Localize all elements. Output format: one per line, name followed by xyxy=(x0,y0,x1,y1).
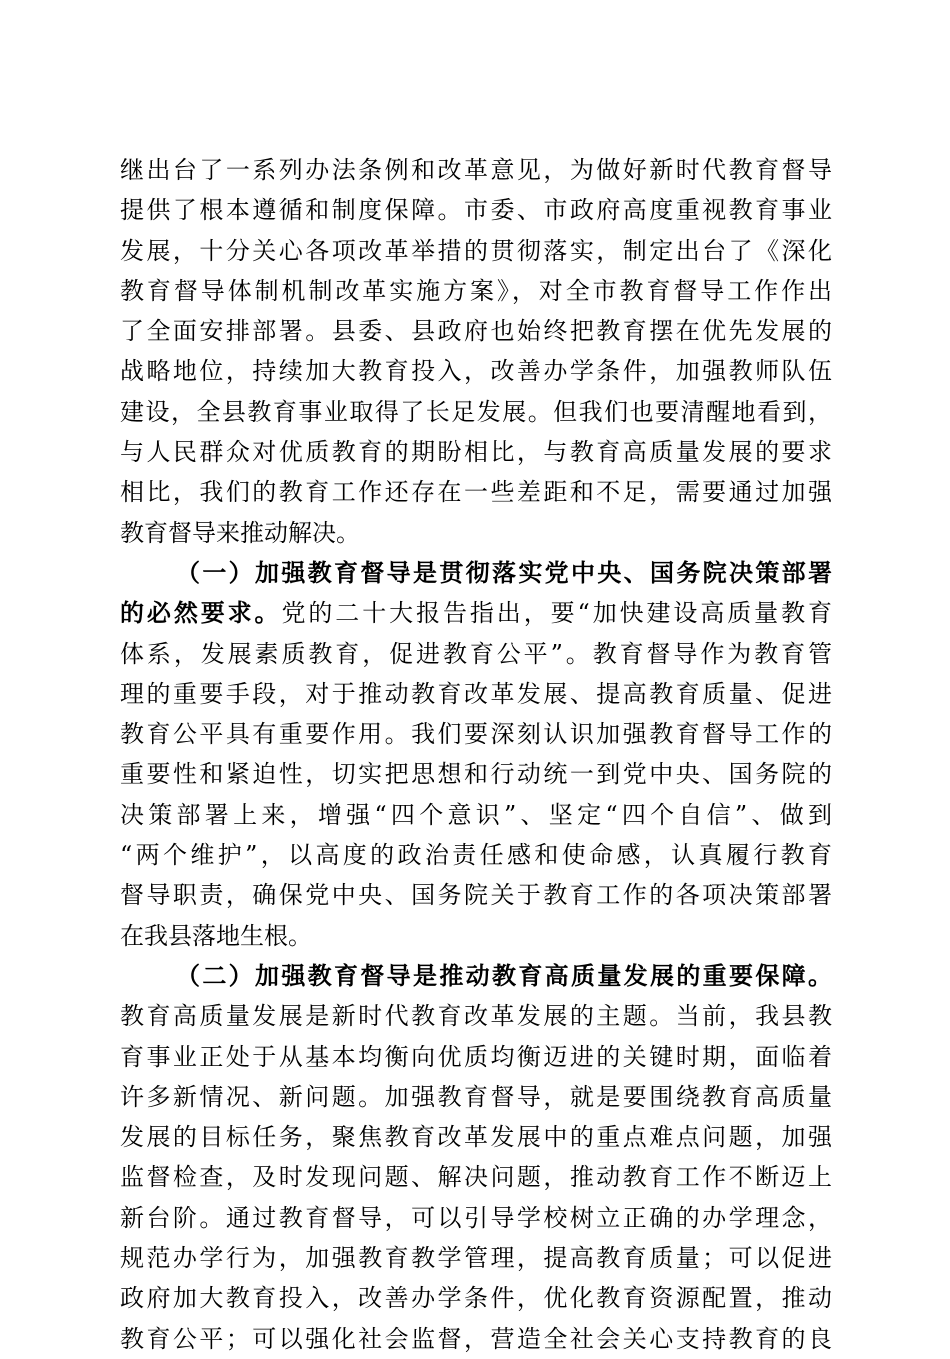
paragraph-line: 新台阶。通过教育督导，可以引导学校树立正确的办学理念， xyxy=(120,1203,832,1232)
paragraph-line: 在我县落地生根。 xyxy=(120,921,312,950)
paragraph-line: 提供了根本遵循和制度保障。市委、市政府高度重视教育事业 xyxy=(120,196,832,225)
paragraph-line: 监督检查，及时发现问题、解决问题，推动教育工作不断迈上 xyxy=(120,1163,832,1192)
section-heading-end: 的必然要求。 xyxy=(120,598,282,628)
paragraph-line: 战略地位，持续加大教育投入，改善办学条件，加强教师队伍 xyxy=(120,357,832,386)
paragraph-line: 与人民群众对优质教育的期盼相比，与教育高质量发展的要求 xyxy=(120,438,832,467)
paragraph-line: 了全面安排部署。县委、县政府也始终把教育摆在优先发展的 xyxy=(120,317,832,346)
paragraph-line: 政府加大教育投入，改善办学条件，优化教育资源配置，推动 xyxy=(120,1284,832,1313)
paragraph-line: 发展，十分关心各项改革举措的贯彻落实，制定出台了《深化 xyxy=(120,236,832,265)
paragraph-line: “两个维护”，以高度的政治责任感和使命感，认真履行教育 xyxy=(120,841,832,870)
paragraph-line xyxy=(120,593,832,633)
paragraph-line: 育事业正处于从基本均衡向优质均衡迈进的关键时期，面临着 xyxy=(120,1042,832,1071)
paragraph-line: 理的重要手段，对于推动教育改革发展、提高教育质量、促进 xyxy=(120,679,832,708)
paragraph-text: 党的二十大报告指出，要“加快建设高质量教育 xyxy=(281,599,832,628)
paragraph-line: 教育高质量发展是新时代教育改革发展的主题。当前，我县教 xyxy=(120,1002,832,1031)
paragraph-line: 决策部署上来，增强“四个意识”、坚定“四个自信”、做到 xyxy=(120,800,832,829)
paragraph-line: 发展的目标任务，聚焦教育改革发展中的重点难点问题，加强 xyxy=(120,1123,832,1152)
paragraph-line: 教育公平具有重要作用。我们要深刻认识加强教育督导工作的 xyxy=(120,720,832,749)
section-heading: （一）加强教育督导是贯彻落实党中央、国务院决策部署 xyxy=(176,557,832,587)
paragraph-line: 教育公平；可以强化社会监督，营造全社会关心支持教育的良 xyxy=(120,1324,832,1353)
paragraph-line: 相比，我们的教育工作还存在一些差距和不足，需要通过加强 xyxy=(120,478,832,507)
paragraph-line: 规范办学行为，加强教育教学管理，提高教育质量；可以促进 xyxy=(120,1244,832,1273)
section-heading: （二）加强教育督导是推动教育高质量发展的重要保障。 xyxy=(176,960,832,990)
paragraph-line: 教育督导体制机制改革实施方案》，对全市教育督导工作作出 xyxy=(120,276,832,305)
paragraph-line: 体系，发展素质教育，促进教育公平”。教育督导作为教育管 xyxy=(120,639,832,668)
paragraph-line: 许多新情况、新问题。加强教育督导，就是要围绕教育高质量 xyxy=(120,1082,832,1111)
paragraph-line: 教育督导来推动解决。 xyxy=(120,518,360,547)
paragraph-line: 督导职责，确保党中央、国务院关于教育工作的各项决策部署 xyxy=(120,881,832,910)
paragraph-line: 继出台了一系列办法条例和改革意见，为做好新时代教育督导 xyxy=(120,156,832,184)
document-body xyxy=(120,150,832,1359)
paragraph-line: 建设，全县教育事业取得了长足发展。但我们也要清醒地看到， xyxy=(120,397,832,426)
paragraph-line: 重要性和紧迫性，切实把思想和行动统一到党中央、国务院的 xyxy=(120,760,832,789)
